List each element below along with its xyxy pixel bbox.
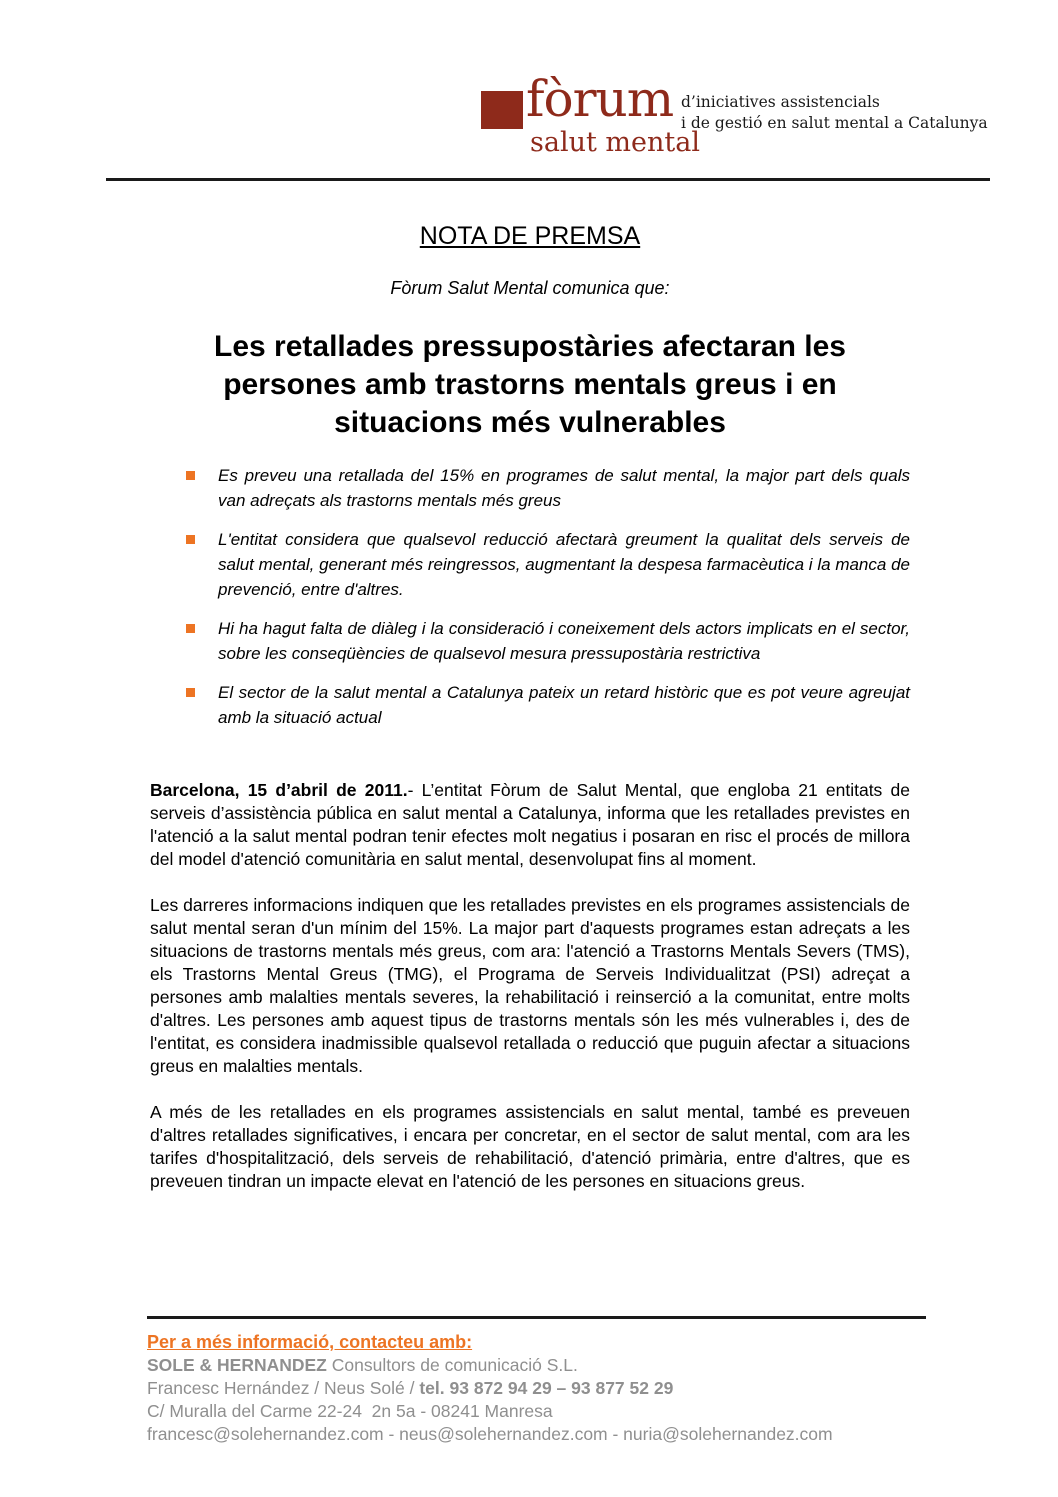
square-bullet-icon <box>186 535 195 544</box>
contact-phones: tel. 93 872 94 29 – 93 877 52 29 <box>419 1378 674 1398</box>
header <box>0 0 1058 181</box>
logo-tagline-line2: i de gestió en salut mental a Catalunya <box>681 114 988 132</box>
bullet-text: Hi ha hagut falta de diàleg i la consideració i coneixement dels actors implicats en el sector, sobre les conseqüències de qualsevol mesura pressupostària restrictiva <box>218 619 910 663</box>
headline-line2: persones amb trastorns mentals greus i en <box>223 368 837 401</box>
dateline: Barcelona, 15 d’abril de 2011. <box>150 780 408 800</box>
list-item <box>150 680 910 730</box>
contact-persons: Francesc Hernández / Neus Solé / <box>147 1378 420 1398</box>
bullet-text: Es preveu una retallada del 15% en programes de salut mental, la major part dels quals van adreçats als trastorns mentals més greus <box>218 466 910 510</box>
square-bullet-icon <box>186 624 195 633</box>
footer-divider <box>147 1316 926 1319</box>
contact-persons-phone <box>147 1377 927 1400</box>
bullet-text: El sector de la salut mental a Catalunya pateix un retard històric que es pot veure agreujat amb la situació actual <box>218 683 910 727</box>
square-bullet-icon <box>186 688 195 697</box>
paragraph-dateline <box>150 779 910 871</box>
headline-line3: situacions més vulnerables <box>334 406 726 439</box>
headline-line1: Les retallades pressupostàries afectaran les <box>214 330 846 363</box>
contact-heading: Per a més informació, contacteu amb: <box>147 1332 473 1352</box>
document-body <box>150 181 910 1216</box>
bullet-text: L'entitat considera que qualsevol reducció afectarà greument la qualitat dels serveis de salut mental, generant més reingressos, augmentant la despesa farmacèutica i la manca de prevenció, entre d'altres. <box>218 530 910 599</box>
list-item <box>150 616 910 666</box>
logo-tagline-line1: d’iniciatives assistencials <box>681 93 880 111</box>
list-item <box>150 463 910 513</box>
list-item <box>150 527 910 602</box>
paragraph: A més de les retallades en els programes assistencials en salut mental, també es preveuen d'altres retallades significatives, i encara per concretar, en el sector de salut mental, com ara les tarifes d'hospitalització, dels serveis de rehabilitació, d'atenció primària, entre d'altres, que es preveuen tindran un impacte elevat en l'atenció de les persones en situacions greus. <box>150 1102 910 1191</box>
company-descriptor: Consultors de comunicació S.L. <box>326 1355 578 1375</box>
logo-square-icon <box>481 91 523 129</box>
paragraph-text: - L’entitat Fòrum de Salut Mental, que engloba 21 entitats de serveis d’assistència pública en salut mental a Catalunya, informa que les retallades previstes en l'atenció a la salut mental podran tenir efectes molt negatius i posaran en risc el procés de millora del model d'atenció comunitària en salut mental, desenvolupat fins al moment. <box>150 780 910 869</box>
logo-wordmark: fòrum <box>526 70 674 128</box>
contact-address: C/ Muralla del Carme 22-24 2n 5a - 08241 Manresa <box>147 1401 553 1421</box>
company-name: SOLE & HERNANDEZ <box>147 1355 327 1375</box>
contact-company <box>147 1354 927 1377</box>
contact-block <box>147 1331 927 1446</box>
contact-emails: francesc@solehernandez.com - neus@solehernandez.com - nuria@solehernandez.com <box>147 1424 833 1444</box>
paragraph: Les darreres informacions indiquen que les retallades previstes en els programes assistencials de salut mental seran d'un mínim del 15%. La major part d'aquests programes estan adreçats a les situacions de trastorns mentals més greus, com ara: l'atenció a Trastorns Mentals Severs (TMS), els Trastorns Mental Greus (TMG), el Programa de Serveis Individualitzat (PSI) adreçat a persones amb malalties mentals severes, la rehabilitació i reinserció a la comunitat, entre molts d'altres. Les persones amb aquest tipus de trastorns mentals són les més vulnerables i, des de l'entitat, es considera inadmissible qualsevol retallada o reducció que puguin afectar a situacions greus en malalties mentals. <box>150 895 910 1076</box>
intro-line: Fòrum Salut Mental comunica que: <box>390 278 670 298</box>
doc-type-title: NOTA DE PREMSA <box>419 222 641 250</box>
square-bullet-icon <box>186 471 195 480</box>
key-points-list <box>150 463 910 730</box>
logo-subtitle: salut mental <box>530 127 700 158</box>
footer <box>147 1316 927 1446</box>
logo-tagline <box>681 92 988 134</box>
headline <box>150 328 910 442</box>
